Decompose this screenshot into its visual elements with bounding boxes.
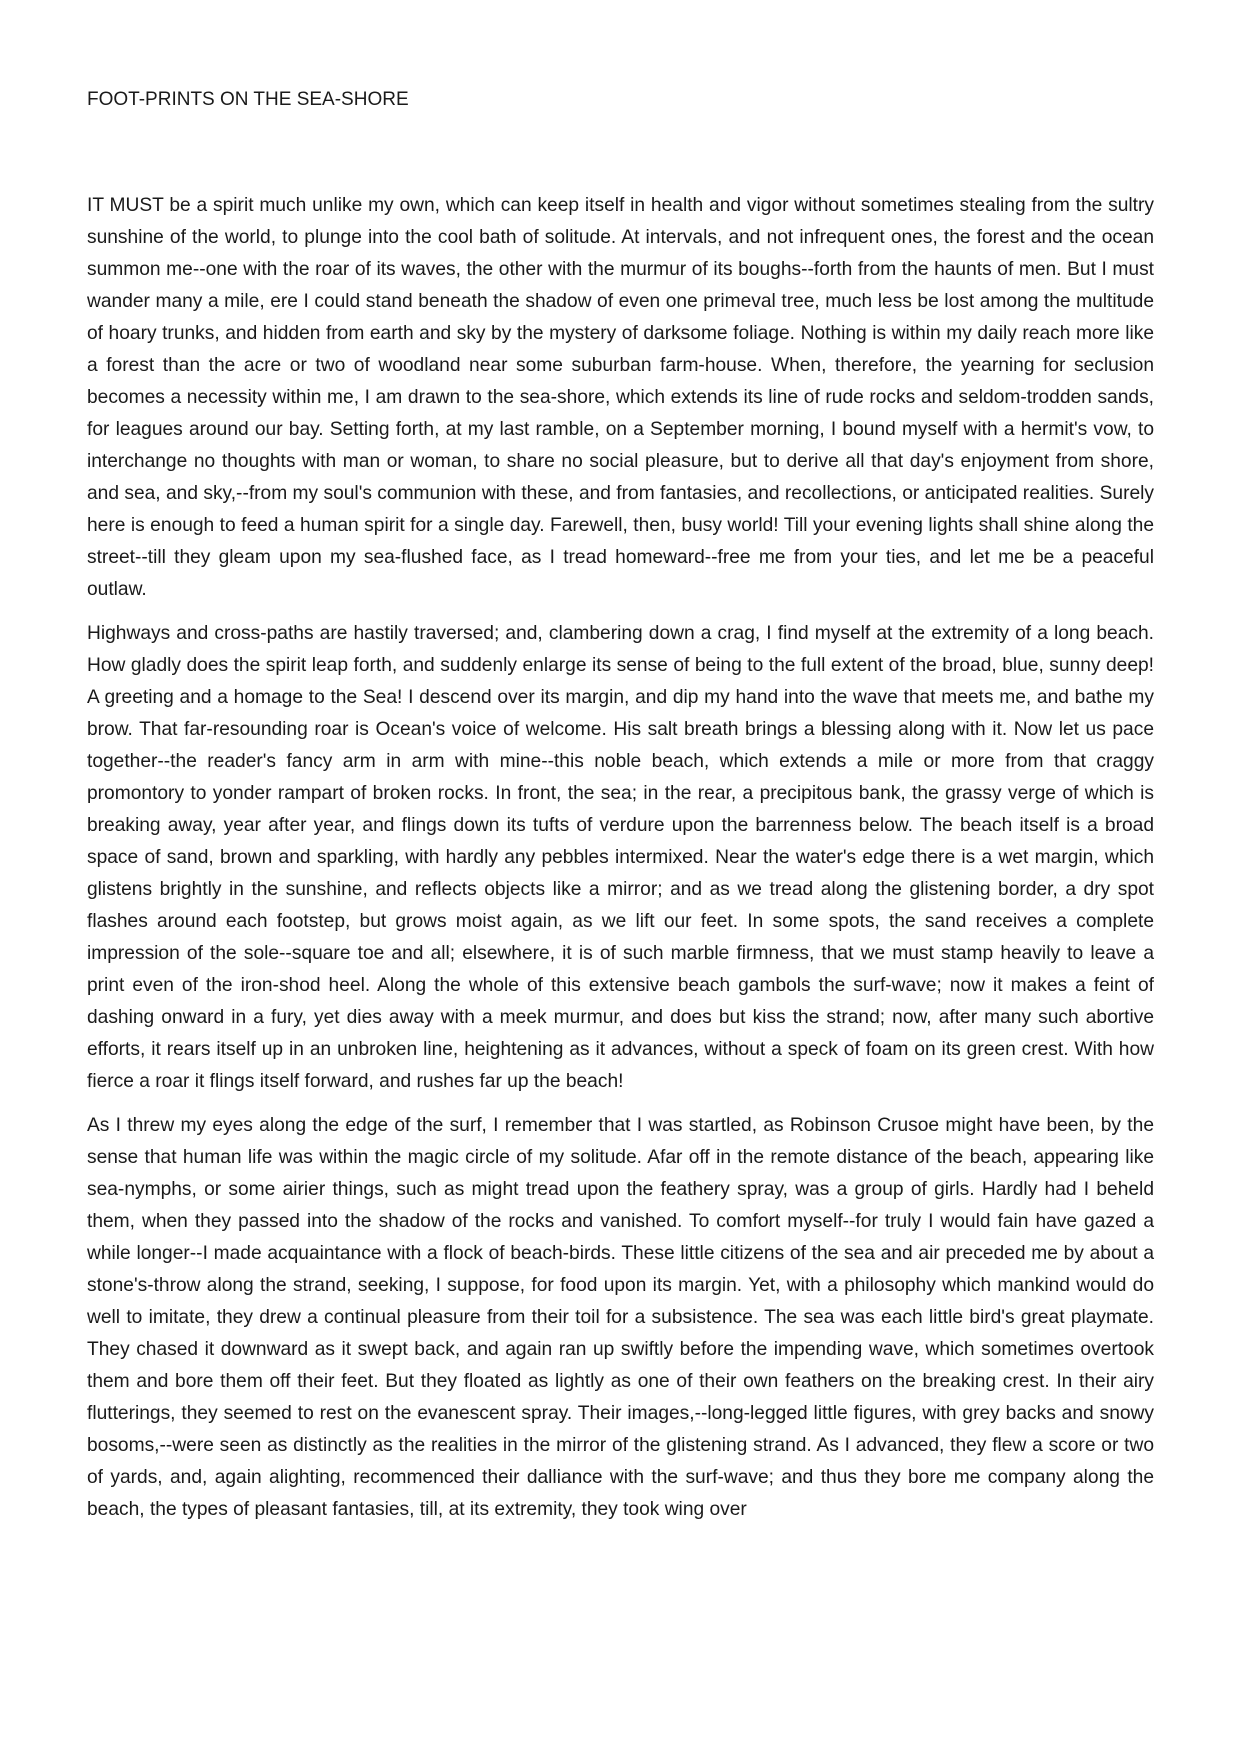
paragraph-3: As I threw my eyes along the edge of the surf, I remember that I was startled, as Robinson Crusoe might have been, by the sense that human life was within the magic circle of my solitude. Afar off in the remote distance of the beach, appearing like sea-nymphs, or some airier things, such as might tread upon the feathery spray, was a group of girls. Hardly had I beheld them, when they passed into the shadow of the rocks and vanished. To comfort myself--for truly I would fain have gazed a while longer--I made acquaintance with a flock of beach-birds. These little citizens of the sea and air preceded me by about a stone's-throw along the strand, seeking, I suppose, for food upon its margin. Yet, with a philosophy which mankind would do well to imitate, they drew a continual pleasure from their toil for a subsistence. The sea was each little bird's great playmate. They chased it downward as it swept back, and again ran up swiftly before the impending wave, which sometimes overtook them and bore them off their feet. But they floated as lightly as one of their own feathers on the breaking crest. In their airy flutterings, they seemed to rest on the evanescent spray. Their images,--long-legged little figures, with grey backs and snowy bosoms,--were seen as distinctly as the realities in the mirror of the glistening strand. As I advanced, they flew a score or two of yards, and, again alighting, recommenced their dalliance with the surf-wave; and thus they bore me company along the beach, the types of pleasant fantasies, till, at its extremity, they took wing over [87,1115,1154,1520]
paragraph-1: IT MUST be a spirit much unlike my own, which can keep itself in health and vigor without sometimes stealing from the sultry sunshine of the world, to plunge into the cool bath of solitude. At intervals, and not infrequent ones, the forest and the ocean summon me--one with the roar of its waves, the other with the murmur of its boughs--forth from the haunts of men. But I must wander many a mile, ere I could stand beneath the shadow of even one primeval tree, much less be lost among the multitude of hoary trunks, and hidden from earth and sky by the mystery of darksome foliage. Nothing is within my daily reach more like a forest than the acre or two of woodland near some suburban farm-house. When, therefore, the yearning for seclusion becomes a necessity within me, I am drawn to the sea-shore, which extends its line of rude rocks and seldom-trodden sands, for leagues around our bay. Setting forth, at my last ramble, on a September morning, I bound myself with a hermit's vow, to interchange no thoughts with man or woman, to share no social pleasure, but to derive all that day's enjoyment from shore, and sea, and sky,--from my soul's communion with these, and from fantasies, and recollections, or anticipated realities. Surely here is enough to feed a human spirit for a single day. Farewell, then, busy world! Till your evening lights shall shine along the street--till they gleam upon my sea-flushed face, as I tread homeward--free me from your ties, and let me be a peaceful outlaw. [87,195,1154,600]
document-body [87,190,1154,1538]
paragraph-2: Highways and cross-paths are hastily traversed; and, clambering down a crag, I find myself at the extremity of a long beach. How gladly does the spirit leap forth, and suddenly enlarge its sense of being to the full extent of the broad, blue, sunny deep! A greeting and a homage to the Sea! I descend over its margin, and dip my hand into the wave that meets me, and bathe my brow. That far-resounding roar is Ocean's voice of welcome. His salt breath brings a blessing along with it. Now let us pace together--the reader's fancy arm in arm with mine--this noble beach, which extends a mile or more from that craggy promontory to yonder rampart of broken rocks. In front, the sea; in the rear, a precipitous bank, the grassy verge of which is breaking away, year after year, and flings down its tufts of verdure upon the barrenness below. The beach itself is a broad space of sand, brown and sparkling, with hardly any pebbles intermixed. Near the water's edge there is a wet margin, which glistens brightly in the sunshine, and reflects objects like a mirror; and as we tread along the glistening border, a dry spot flashes around each footstep, but grows moist again, as we lift our feet. In some spots, the sand receives a complete impression of the sole--square toe and all; elsewhere, it is of such marble firmness, that we must stamp heavily to leave a print even of the iron-shod heel. Along the whole of this extensive beach gambols the surf-wave; now it makes a feint of dashing onward in a fury, yet dies away with a meek murmur, and does but kiss the strand; now, after many such abortive efforts, it rears itself up in an unbroken line, heightening as it advances, without a speck of foam on its green crest. With how fierce a roar it flings itself forward, and rushes far up the beach! [87,623,1154,1092]
document-title: FOOT-PRINTS ON THE SEA-SHORE [87,89,409,110]
